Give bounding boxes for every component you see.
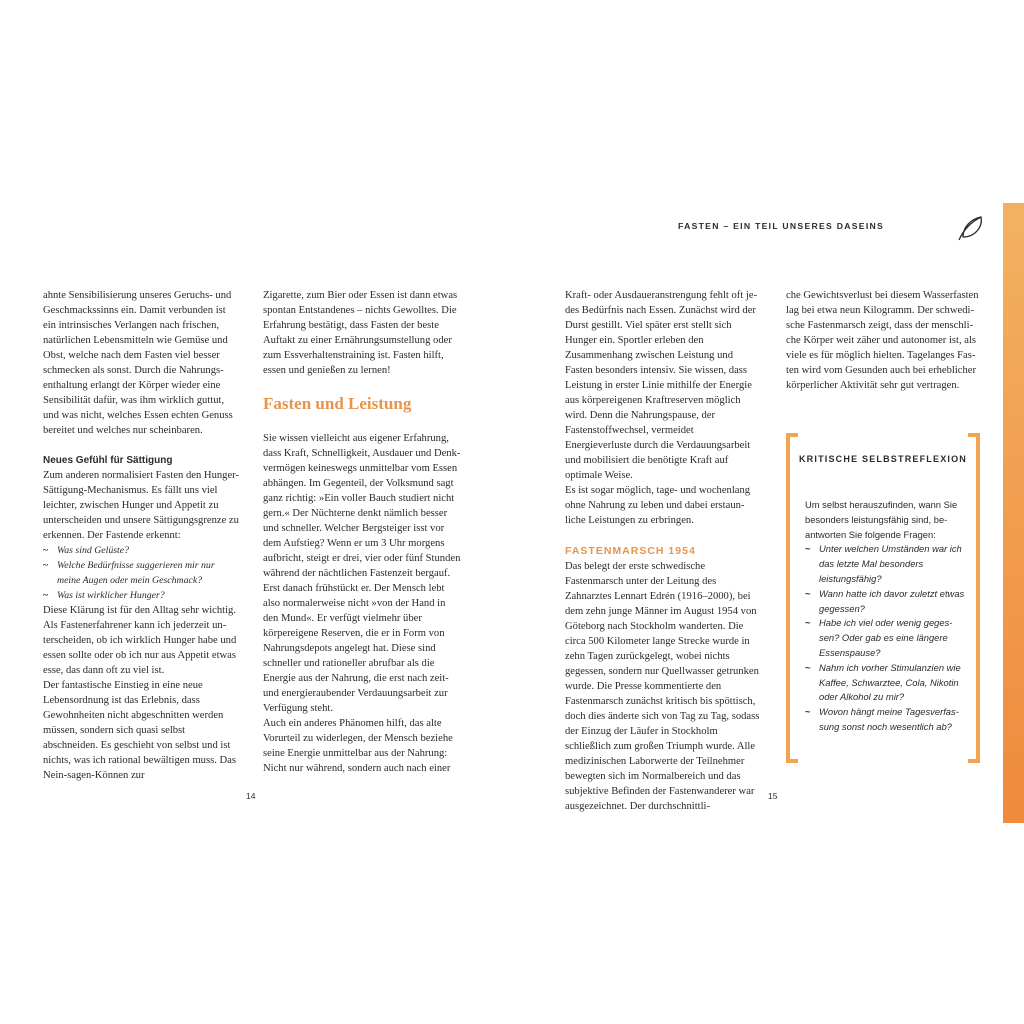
reflection-box <box>786 433 980 763</box>
box-question-list <box>805 542 966 734</box>
box-intro: Um selbst herauszufinden, wann Sie besonders leistungsfähig sind, beantworten Sie folgende Fragen: <box>805 499 958 540</box>
list-item: ~ Unter welchen Umständen war ich das letzte Mal besonders leistungsfähig? <box>805 543 962 584</box>
box-body <box>805 498 966 735</box>
paragraph: Diese Klärung ist für den Alltag sehr wichtig. Als Fastenerfahrener kann ich jederzeit unterscheiden, ob ich wirklich Hunger habe und essen sollte oder ob ich nur aus Appetit etwas esse, das dann oft zu viel ist. <box>43 605 237 676</box>
paragraph: Das belegt der erste schwedische Fastenmarsch unter der Leitung des Zahnarztes Lennart Edrén (1916–2000), bei dem zehn junge Männer im August 1954 von Göteborg nach Stockholm wanderten. Die circa 500 Kilometer lange Strecke wurde in zehn Tagen zurückgelegt, wobei nichts gegessen, sondern nur Quellwasser getrunken wurde. Die Presse kommentierte den Fastenmarsch zunächst kritisch bis spöttisch, doch dies änderte sich von Tag zu Tag, sodass der Einzug der Läufer in Stockholm schließlich zum großen Triumph wurde. Alle medizinischen Laborwerte der Teilnehmer bewegten sich im Normalbereich und das subjektive Befinden der Fastenwanderer war ausgezeichnet. Der durchschnittli- <box>565 561 760 812</box>
tilde-bullet-icon: ~ <box>805 543 811 555</box>
paragraph: Auch ein anderes Phänomen hilft, das alte Vorurteil zu widerlegen, der Mensch beziehe seine Energie unmittelbar aus der Nahrung: Nicht nur während, sondern auch nach einer <box>263 718 453 774</box>
chapter-tab-stripe <box>1003 203 1024 823</box>
section-heading-fastenmarsch: FASTENMARSCH 1954 <box>565 545 696 557</box>
bracket-right <box>968 433 980 763</box>
tilde-bullet-icon: ~ <box>805 706 811 718</box>
question-list <box>43 543 239 603</box>
tilde-bullet-icon: ~ <box>43 590 49 601</box>
list-item: ~ Wann hatte ich davor zuletzt etwas gegessen? <box>805 587 965 614</box>
section-heading-fasten-leistung: Fasten und Leistung <box>263 394 412 413</box>
list-item: ~ Was ist wirklicher Hunger? <box>43 590 165 601</box>
running-head: FASTEN – EIN TEIL UNSERES DASEINS <box>678 221 885 231</box>
list-item: ~ Was sind Gelüste? <box>43 545 130 556</box>
box-title: KRITISCHE SELBSTREFLEXION <box>798 454 967 464</box>
left-column-1 <box>43 288 239 783</box>
right-column-2 <box>786 288 982 393</box>
tilde-bullet-icon: ~ <box>43 560 49 571</box>
list-item: ~ Habe ich viel oder wenig gegessen? Oder gab es eine längere Essenspause? <box>805 617 953 658</box>
list-item: ~ Nahm ich vorher Stimulanzien wie Kaffee, Schwarztee, Cola, Nikotin oder Alkohol zu mir? <box>805 661 961 703</box>
leaf-icon <box>955 213 985 243</box>
tilde-bullet-icon: ~ <box>43 545 49 556</box>
paragraph: che Gewichtsverlust bei diesem Wasserfasten lag bei etwa neun Kilogramm. Der schwedische Fastenmarsch zeigt, dass der menschliche Körper weit zäher und autonomer ist, als viele es für möglich hielten. Tagelanges Fasten wird vom Gesunden auch bei erheblicher körperlicher Aktivität sehr gut vertragen. <box>786 290 979 391</box>
bracket-left <box>786 433 798 763</box>
paragraph: Zigarette, zum Bier oder Essen ist dann etwas spontan Entstandenes – nichts Gewolltes. Die Erfahrung bestätigt, dass Fasten der beste Auftakt zu einer Ernährungsumstellung oder zum Essverhaltenstraining ist. Fasten hilft, essen und genießen zu lernen! <box>263 290 458 376</box>
page-number-right: 15 <box>768 791 778 801</box>
list-item: ~ Welche Bedürfnisse suggerieren mir nur meine Augen oder mein Geschmack? <box>43 560 215 586</box>
tilde-bullet-icon: ~ <box>805 587 811 599</box>
left-column-2 <box>263 288 461 776</box>
paragraph: Der fantastische Einstieg in eine neue Lebensordnung ist das Erlebnis, dass Gewohnheiten nicht abgeschnitten werden müssen, sondern sich quasi selbst abschneiden. Es geschieht von selbst und ist nichts, was ich rational bewältigen muss. Das Nein-sagen-Können zur <box>43 680 236 781</box>
paragraph: Sie wissen vielleicht aus eigener Erfahrung, dass Kraft, Schnelligkeit, Ausdauer und Denkvermögen keineswegs unmittelbar vom Essen abhängen. Im Gegenteil, der Volksmund sagt ganz richtig: »Ein voller Bauch studiert nicht gern.« Der Nüchterne denkt nämlich besser und schneller. Welcher Bergsteiger isst vor dem Aufstieg? Wenn er um 3 Uhr morgens aufbricht, steigt er drei, vier oder fünf Stunden während der nächtlichen Fastenzeit bergauf. Erst danach frühstückt er. Der Mensch lebt also normalerweise nicht »von der Hand in den Mund«. Er verfügt vielmehr über körpereigene Reserven, die er in Form von Nahrungsdepots angelegt hat. Diese sind schneller und rationeller abrufbar als die Energie aus der Nahrung, die erst nach zeit- und energieraubender Verdauungsarbeit zur Verfügung steht. <box>263 433 461 714</box>
paragraph: Kraft- oder Ausdaueranstrengung fehlt oft jedes Bedürfnis nach Essen. Zunächst wird der Durst gestillt. Viel später erst stellt sich Hunger ein. Sportler erleben den Zusammenhang zwischen Leistung und Fasten besonders intensiv. Sie wissen, dass Leistung in erster Linie mithilfe der Energie aus körpereigenen Kraftreserven möglich wird. Denn die Nahrungspause, der Fastenstoffwechsel, vermeidet Energieverluste durch die Verdauungsarbeit und mobilisiert die benötigte Kraft auf optimale Weise. <box>565 290 758 481</box>
paragraph: Es ist sogar möglich, tage- und wochenlang ohne Nahrung zu leben und dabei erstaunliche Leistungen zu erbringen. <box>565 485 751 526</box>
subheading-saettigung: Neues Gefühl für Sättigung <box>43 455 173 466</box>
tilde-bullet-icon: ~ <box>805 661 811 673</box>
page-number-left: 14 <box>246 791 256 801</box>
list-item: ~ Wovon hängt meine Tagesverfassung sonst noch wesentlich ab? <box>805 706 959 732</box>
tilde-bullet-icon: ~ <box>805 617 811 629</box>
right-column-1 <box>565 288 761 814</box>
paragraph: ahnte Sensibilisierung unseres Geruchs- und Geschmackssinns ein. Damit verbunden ist ein intrinsisches Verlangen nach frischen, natürlichen Lebensmitteln wie Gemüse und Obst, welche nach dem Fasten viel besser schmecken als sonst. Durch die Nahrungsenthaltung erlangt der Körper wieder eine Sensibilität dafür, was ihm wirklich guttut, und was nicht, welches Essen echten Genuss bereitet und welches nur scheinbaren. <box>43 290 233 436</box>
paragraph: Zum anderen normalisiert Fasten den Hunger-Sättigung-Mechanismus. Es fällt uns viel leichter, zwischen Hunger und Appetit zu unterscheiden und unsere Sättigungsgrenze zu erkennen. Der Fastende erkennt: <box>43 470 240 541</box>
